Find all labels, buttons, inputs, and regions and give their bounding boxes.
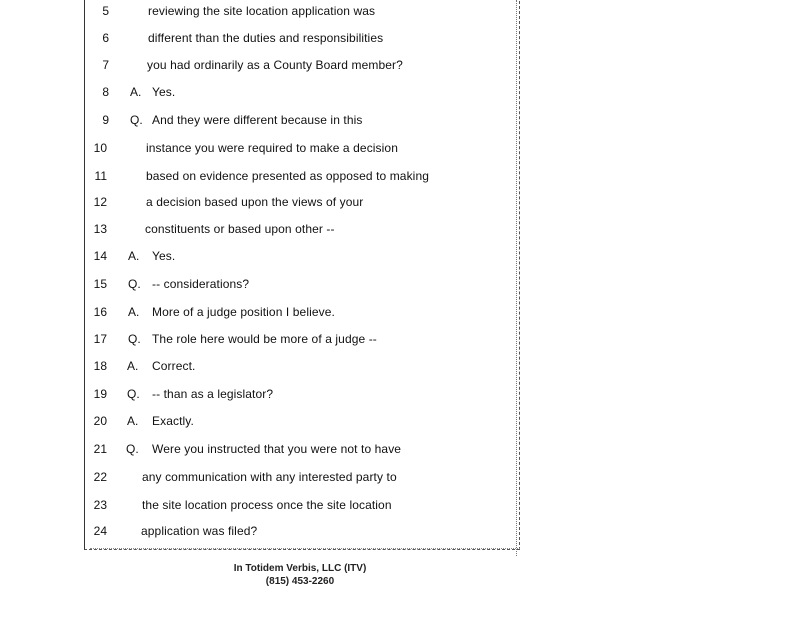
speaker-marker: A. [127, 414, 139, 428]
transcript-line [85, 495, 521, 515]
line-number: 12 [93, 195, 107, 209]
speaker-marker: Q. [130, 113, 143, 127]
line-number: 23 [93, 498, 107, 512]
line-text: any communication with any interested party to [142, 470, 397, 484]
transcript-line [85, 467, 521, 487]
line-number: 11 [94, 169, 107, 183]
line-number: 20 [93, 414, 107, 428]
line-text: application was filed? [141, 524, 258, 538]
line-text: you had ordinarily as a County Board member? [147, 58, 403, 72]
line-text: And they were different because in this [152, 113, 363, 127]
line-text: -- considerations? [152, 277, 250, 291]
speaker-marker: A. [127, 359, 139, 373]
line-text: Yes. [152, 249, 176, 263]
transcript-line [85, 246, 521, 266]
speaker-marker: A. [128, 305, 140, 319]
transcript-page [84, 0, 520, 550]
line-number: 10 [93, 141, 107, 155]
line-number: 15 [93, 277, 107, 291]
footer-company: In Totidem Verbis, LLC (ITV) [233, 563, 367, 574]
line-number: 6 [102, 31, 109, 45]
transcript-line [85, 82, 521, 102]
line-number: 7 [102, 58, 109, 72]
transcript-line [85, 274, 521, 294]
line-number: 9 [102, 113, 109, 127]
transcript-line [85, 521, 521, 541]
speaker-marker: Q. [128, 277, 141, 291]
line-text: different than the duties and responsibilities [148, 31, 384, 45]
line-number: 21 [93, 442, 107, 456]
line-text: The role here would be more of a judge -- [152, 332, 377, 346]
transcript-line [85, 166, 521, 186]
line-text: a decision based upon the views of your [146, 195, 364, 209]
line-number: 22 [93, 470, 107, 484]
footer-phone: (815) 453-2260 [265, 576, 335, 587]
transcript-line [85, 439, 521, 459]
line-text: based on evidence presented as opposed to making [146, 169, 429, 183]
line-text: More of a judge position I believe. [152, 305, 335, 319]
line-text: Correct. [152, 359, 196, 373]
speaker-marker: Q. [127, 387, 140, 401]
line-number: 16 [93, 305, 107, 319]
transcript-line [85, 411, 521, 431]
line-text: the site location process once the site location [142, 498, 392, 512]
speaker-marker: A. [130, 85, 142, 99]
transcript-line [85, 384, 521, 404]
transcript-line [85, 192, 521, 212]
speaker-marker: Q. [126, 442, 139, 456]
line-text: Exactly. [152, 414, 194, 428]
line-text: Yes. [152, 85, 176, 99]
transcript-line [85, 28, 521, 48]
transcript-line [85, 219, 521, 239]
transcript-line [85, 110, 521, 130]
line-number: 17 [93, 332, 107, 346]
line-number: 8 [102, 85, 109, 99]
line-text: -- than as a legislator? [152, 387, 274, 401]
transcript-line [85, 1, 521, 21]
page-right-edge [516, 0, 523, 556]
transcript-line [85, 302, 521, 322]
line-number: 14 [93, 249, 107, 263]
line-number: 5 [102, 4, 109, 18]
transcript-line [85, 138, 521, 158]
transcript-line [85, 329, 521, 349]
transcript-line [85, 356, 521, 376]
line-number: 13 [93, 222, 107, 236]
line-text: reviewing the site location application was [148, 4, 376, 18]
speaker-marker: Q. [128, 332, 141, 346]
line-number: 19 [93, 387, 107, 401]
line-number: 24 [93, 524, 107, 538]
speaker-marker: A. [128, 249, 140, 263]
line-text: constituents or based upon other -- [145, 222, 335, 236]
page-bottom-edge [90, 548, 520, 555]
line-number: 18 [93, 359, 107, 373]
transcript-line [85, 55, 521, 75]
line-text: instance you were required to make a decision [146, 141, 398, 155]
line-text: Were you instructed that you were not to have [152, 442, 402, 456]
